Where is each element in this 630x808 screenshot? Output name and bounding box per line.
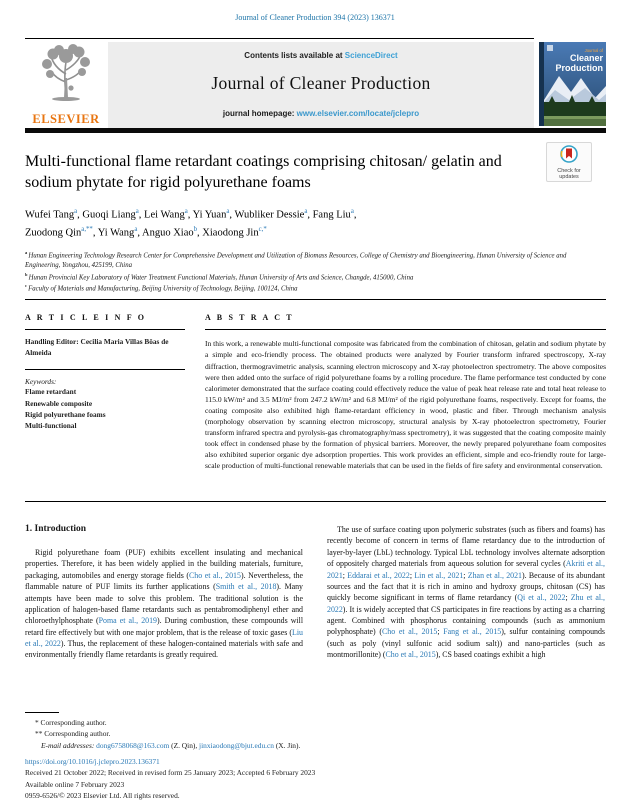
inline-link[interactable]: Cho et al., 2015: [188, 570, 241, 580]
check-updates-label-1: Check for: [557, 168, 581, 174]
svg-text:Journal of: Journal of: [584, 48, 603, 53]
homepage-url-link[interactable]: www.elsevier.com/locate/jclepro: [296, 109, 420, 118]
text-segment: ;: [437, 627, 444, 637]
text-segment: ). During combustion, these compounds will retard fire effectively but with one major problem, that is the release of toxic gases (: [25, 616, 304, 637]
intro-paragraph-1: [25, 547, 303, 661]
inline-link[interactable]: a: [134, 225, 138, 233]
inline-link[interactable]: b: [193, 225, 198, 233]
text-segment: ,: [229, 209, 235, 221]
contents-line: [108, 51, 534, 60]
intro-column-right: [327, 524, 605, 661]
abstract-column: [205, 313, 606, 472]
body-divider-rule: [25, 501, 606, 502]
inline-link[interactable]: dong6758068@163.com: [96, 740, 170, 750]
inline-link[interactable]: a: [304, 208, 308, 215]
inline-link[interactable]: c,*: [258, 225, 267, 233]
inline-link[interactable]: Liu et al., 2022: [25, 627, 303, 648]
inline-link[interactable]: a: [226, 208, 230, 215]
svg-text:Production: Production: [555, 63, 603, 73]
text-segment: Yi Yuan: [192, 209, 227, 221]
text-segment: ,: [137, 227, 143, 239]
affiliations: [25, 250, 603, 295]
text-segment: ,: [138, 209, 145, 221]
homepage-label: journal homepage:: [222, 109, 297, 118]
text-segment: ). Many attempts have been made to solve this problem. The traditional solution is the application of halogen-based flame retardants such as pentabromodiphenyl ether and chloroethylphosphate (: [25, 582, 304, 626]
text-segment: ). Because of its abundant sources and the fact that it is rich in amino and hydroxy groups, chitosan (CS) has quickly become significant in terms of flame retardancy (: [327, 570, 606, 603]
issn-copyright: 0959-6526/© 2023 Elsevier Ltd. All rights reserved.: [25, 791, 180, 801]
text-segment: Rigid polyurethane foam (PUF) exhibits excellent insulating and mechanical properties. Therefore, it has been widely applied in the building materials, furniture, packaging, automobiles and energy storage fields (: [25, 548, 303, 580]
inline-link[interactable]: a: [135, 208, 139, 215]
abstract-text: In this work, a renewable multi-functional composite was fabricated from the combination of chitosan, gelatin and sodium phytate by a simple and eco-friendly process. The obtained products were analyzed by Fourier transform infrared spectroscopy, X-ray diffraction, thermogravimetric analysis, scanning electron microscopy and X-ray photoelectron spectrometry. The above composites were then added onto the surface of rigid polyurethane foams by a rolling procedure. The flame performance test conducted by cone calorimeter demonstrated that the surface coating could effectively reduce the value of peak heat release rate and total heat release to 115.0 kW/m² and 3.5 MJ/m² from 247.2 kW/m² and 6.8 MJ/m² of the rigid polyurethane foams, respectively. Except for foams, the coating composite also exhibited high flame-retardant efficiency in wood, plastic and fiber. Through mechanism analysis (morphology observation by scanning electron microscopy, structural analysis by X-ray photoelectron spectrometry, Fourier transform infrared spectra and pyrolysis-gas chromatography/mass spectrometry), it was suggested that the coating composite mainly took effect in condensed phase by the formation of physical barriers. Moreover, the newly prepared polyurethane foam composites also exhibited superior organic dye adsorption properties. This work provides an efficient, simple and eco-friendly route for large-scale production of multi-functional renewable materials that can be used in the fields of fire safety and environmental conservation.: [205, 339, 606, 471]
inline-link[interactable]: Fang et al., 2015: [443, 627, 502, 637]
text-segment: ;: [342, 570, 348, 580]
sciencedirect-link[interactable]: ScienceDirect: [344, 51, 398, 60]
intro-paragraph-2: [327, 524, 605, 661]
footer-meta: [25, 756, 605, 802]
inline-link[interactable]: a,**: [81, 225, 93, 233]
text-segment: Hunan Provincial Key Laboratory of Water Treatment Functional Materials, Hunan University of Arts and Science, Changde, 415000, China: [28, 273, 414, 281]
text-segment: ), CS based coatings exhibit a high: [435, 650, 546, 660]
inline-link[interactable]: Poma et al., 2019: [98, 616, 157, 626]
inline-link[interactable]: Akriti et al., 2021: [327, 559, 605, 580]
inline-link[interactable]: Qi et al., 2022: [517, 593, 566, 603]
affiliation-b: [25, 272, 603, 283]
affiliation-c: [25, 283, 603, 294]
text-segment: ), sulfur containing compounds (such as poly (vinyl sulfonic acid sodium salt)) and nano-particles (such as montmorillonite) (: [327, 627, 605, 660]
introduction-heading: 1. Introduction: [25, 524, 87, 534]
inline-link[interactable]: Zhan et al., 2021: [467, 570, 523, 580]
elsevier-wordmark: ELSEVIER: [32, 112, 100, 126]
text-segment: Fang Liu: [312, 209, 351, 221]
corresponding-author-2: ** Corresponding author.: [35, 729, 111, 739]
inline-link[interactable]: a: [350, 208, 354, 215]
text-segment: Wufei Tang: [25, 209, 75, 221]
text-segment: ;: [565, 593, 571, 603]
article-info-column: [25, 313, 185, 431]
inline-link[interactable]: Zhu et al., 2022: [327, 593, 605, 614]
author-list: [25, 206, 555, 242]
keywords-label: Keywords:: [25, 377, 57, 387]
journal-citation-line: Journal of Cleaner Production 394 (2023) 136371: [235, 13, 395, 22]
inline-link[interactable]: a: [74, 208, 78, 215]
affiliation-a: [25, 250, 603, 272]
text-segment: E-mail addresses:: [41, 740, 97, 750]
inline-link[interactable]: a: [184, 208, 188, 215]
keyword-item: Rigid polyurethane foams: [25, 409, 106, 419]
text-segment: (Z. Qin),: [169, 740, 200, 750]
keywords-block: [25, 369, 185, 431]
text-segment: a: [25, 250, 29, 255]
masthead-divider-bar: [25, 128, 606, 133]
keyword-item: Multi-functional: [25, 421, 77, 431]
text-segment: ,: [353, 209, 357, 221]
text-segment: Guoqi Liang: [82, 209, 136, 221]
article-info-heading: A R T I C L E I N F O: [25, 313, 147, 322]
footnotes: [25, 717, 585, 751]
text-segment: Anguo Xiao: [142, 227, 194, 239]
text-segment: Zuodong Qin: [25, 227, 82, 239]
text-segment: ). It is widely accepted that CS participates in fire reactions by acting as a charring agent. Combined with phosphorus containing compounds (such as ammonium polyphosphate) (: [327, 604, 605, 637]
journal-title: Journal of Cleaner Production: [211, 73, 431, 93]
inline-link[interactable]: Cho et al., 2015: [385, 650, 436, 660]
journal-cover-thumbnail[interactable]: [539, 42, 606, 126]
email-addresses-line: [25, 740, 585, 751]
text-segment: ,: [77, 209, 83, 221]
elsevier-logo: [26, 44, 106, 130]
masthead-top-rule: [25, 38, 534, 39]
check-updates-icon: [560, 150, 578, 167]
text-segment: ). Thus, the replacement of these halogen-contained materials with safe and environmentally friendly flame retardants is greatly required.: [25, 639, 303, 660]
keyword-item: Flame retardant: [25, 387, 77, 397]
text-segment: ;: [463, 570, 468, 580]
text-segment: (X. Jin).: [274, 740, 301, 750]
text-segment: ,: [307, 209, 313, 221]
svg-text:Cleaner: Cleaner: [569, 53, 603, 63]
inline-link[interactable]: Eddarai et al., 2022: [347, 570, 410, 580]
journal-banner: [108, 42, 534, 130]
check-for-updates-badge[interactable]: [546, 142, 592, 182]
abstract-heading: A B S T R A C T: [205, 313, 294, 322]
article-title: Multi-functional flame retardant coatings comprising chitosan/ gelatin and sodium phytate for rigid polyurethane foams: [25, 153, 502, 191]
inline-link[interactable]: Smith et al., 2018: [215, 582, 277, 592]
keyword-item: Renewable composite: [25, 398, 93, 408]
inline-link[interactable]: Cho et al., 2015: [381, 627, 438, 637]
text-segment: ,: [197, 227, 203, 239]
section-divider-rule: [25, 299, 606, 300]
handling-editor: Handling Editor: Cecilia Maria Villas Bôas de Almeida: [25, 337, 169, 358]
keywords-list: [25, 386, 185, 431]
text-segment: ,: [92, 227, 98, 239]
text-segment: Lei Wang: [144, 209, 185, 221]
footnote-rule: [25, 712, 59, 713]
inline-link[interactable]: Lin et al., 2021: [414, 570, 464, 580]
received-dates: Received 21 October 2022; Received in revised form 25 January 2023; Accepted 6 February 2023: [25, 768, 316, 778]
text-segment: The use of surface coating upon polymeric substrates (such as fibers and foams) has recently become of concern in terms of flame retardancy due to the introduction of layer-by-layer (LbL) technology. Typical LbL technology involves alternate adsorption of oppositely charged materials from aqueous solution for several cycles (: [327, 525, 605, 569]
check-updates-label-2: updates: [559, 174, 579, 181]
corresponding-author-1: * Corresponding author.: [35, 718, 107, 727]
abstract-rule: [205, 329, 606, 330]
text-segment: Faculty of Materials and Manufacturing, Beijing University of Technology, Beijing, 100124, China: [28, 285, 298, 293]
homepage-line: [108, 109, 534, 118]
inline-link[interactable]: jinxiaodong@bjut.edu.cn: [199, 740, 274, 750]
contents-prefix: Contents lists available at: [244, 51, 345, 60]
text-segment: Wubliker Dessie: [234, 209, 305, 221]
text-segment: ). Nevertheless, the flammable nature of PUF limits its further applications (: [25, 570, 304, 592]
intro-column-left: [25, 547, 303, 661]
available-online: Available online 7 February 2023: [25, 779, 125, 789]
article-info-rule: [25, 329, 185, 330]
text-segment: Hunan Engineering Technology Research Center for Comprehensive Development and Utilization of Biomass Resources, College of Chemistry and Bioengineering, Hunan University of Science and Engineering, Yongzhou, 425199, China: [25, 252, 567, 270]
text-segment: b: [25, 271, 29, 277]
doi-link[interactable]: https://doi.org/10.1016/j.jclepro.2023.136371: [25, 757, 160, 766]
elsevier-tree-icon: [35, 93, 97, 110]
text-segment: ,: [187, 209, 193, 221]
text-segment: ;: [409, 570, 415, 580]
text-segment: c: [25, 283, 29, 289]
text-segment: Xiaodong Jin: [202, 227, 259, 239]
text-segment: Yi Wang: [97, 227, 135, 239]
